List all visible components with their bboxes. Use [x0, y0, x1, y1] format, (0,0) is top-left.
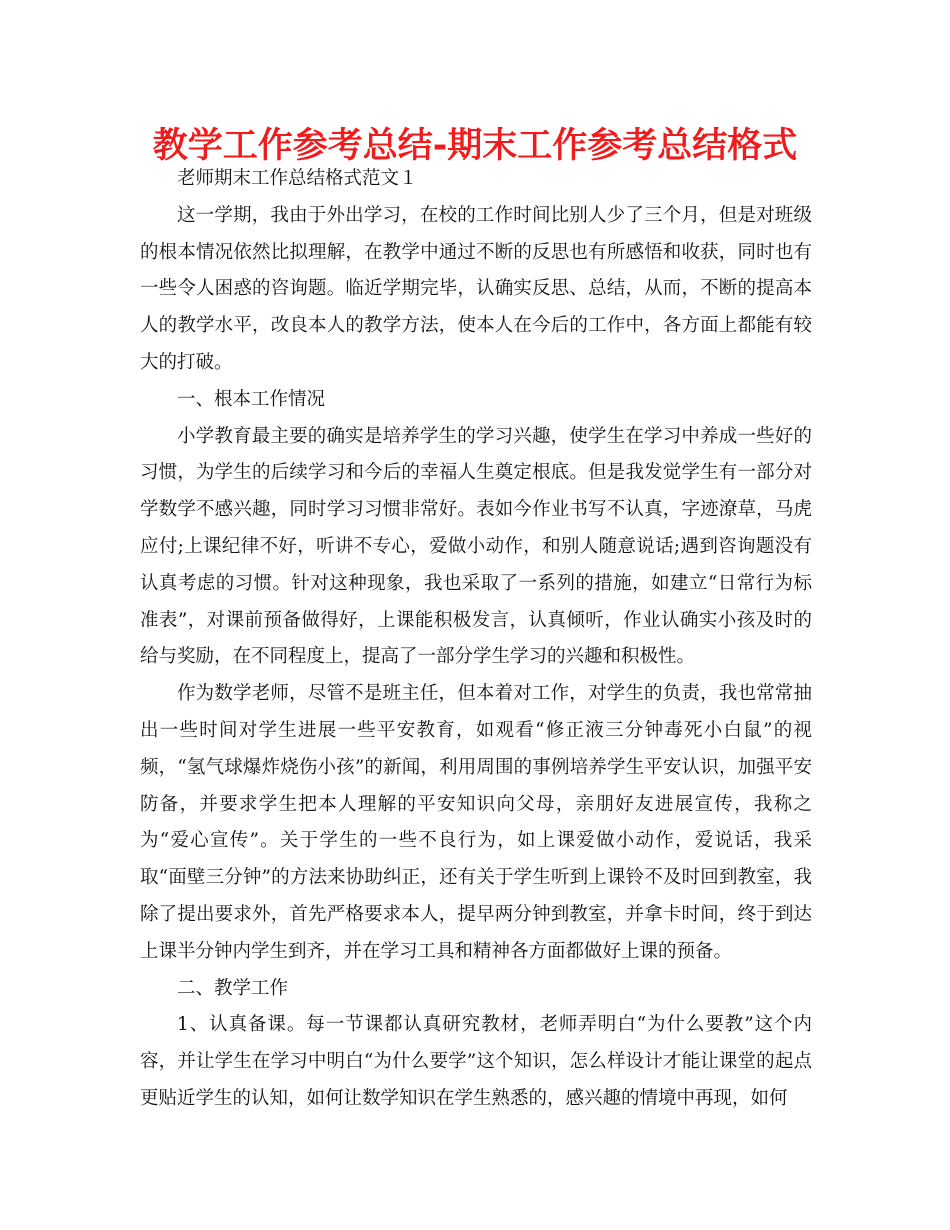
section-heading-teaching-work: 二、教学工作: [177, 977, 289, 999]
paragraph-intro: 这一学期，我由于外出学习，在校的工作时间比别人少了三个月，但是对班级的根本情况依然比拟理解，在教学中通过不断的反思也有所感悟和收获，同时也有一些令人困惑的咨询题。临近学期完毕，认确实反思、总结，从而，不断的提高本人的教学水平，改良本人的教学方法，使本人在今后的工作中，各方面上都能有较大的打破。: [140, 204, 812, 373]
document-subtitle: 老师期末工作总结格式范文１: [177, 168, 418, 189]
paragraph-safety-education: 作为数学老师，尽管不是班主任，但本着对工作，对学生的负责，我也常常抽出一些时间对学生进展一些平安教育，如观看“修正液三分钟毒死小白鼠”的视频，“氢气球爆炸烧伤小孩”的新闻，利用周围的事例培养学生平安认识，加强平安防备，并要求学生把本人理解的平安知识向父母，亲朋好友进展宣传，我称之为“爱心宣传”。关于学生的一些不良行为，如上课爱做小动作，爱说话，我采取“面壁三分钟”的方法来协助纠正，还有关于学生听到上课铃不及时回到教室，我除了提出要求外，首先严格要求本人，提早两分钟到教室，并拿卡时间，终于到达上课半分钟内学生到齐，并在学习工具和精神各方面都做好上课的预备。: [140, 683, 812, 962]
document-title: 教学工作参考总结-期末工作参考总结格式: [152, 126, 798, 166]
paragraph-lesson-preparation: 1、认真备课。每一节课都认真研究教材，老师弄明白“为什么要教”这个内容，并让学生在学习中明白“为什么要学”这个知识，怎么样设计才能让课堂的起点更贴近学生的认知，如何让数学知识在学生熟悉的，感兴趣的情境中再现，如何: [140, 1014, 812, 1109]
document-body: [140, 161, 812, 1118]
section-heading-basic-work: 一、根本工作情况: [177, 388, 326, 410]
paragraph-learning-interest: 小学教育最主要的确实是培养学生的学习兴趣，使学生在学习中养成一些好的习惯，为学生的后续学习和今后的幸福人生奠定根底。但是我发觉学生有一部分对学数学不感兴趣，同时学习习惯非常好。表如今作业书写不认真，字迹潦草，马虎应付;上课纪律不好，听讲不专心，爱做小动作，和别人随意说话;遇到咨询题没有认真考虑的习惯。针对这种现象，我也采取了一系列的措施，如建立“日常行为标准表”，对课前预备做得好，上课能积极发言，认真倾听，作业认确实小孩及时的给与奖励，在不同程度上，提高了一部分学生学习的兴趣和积极性。: [140, 425, 812, 668]
